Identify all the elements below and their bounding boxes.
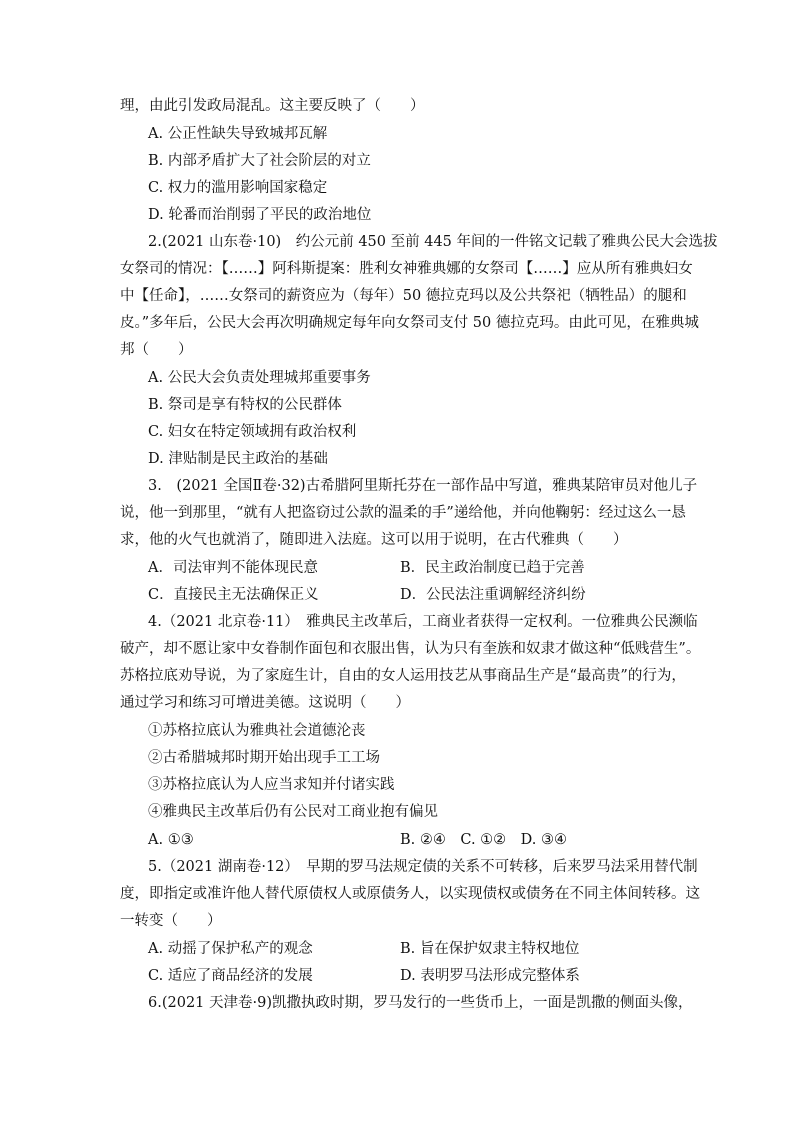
q1-option-c: C. 权力的滥用影响国家稳定 bbox=[148, 180, 328, 196]
q4-item-3: ③苏格拉底认为人应当求知并付诸实践 bbox=[148, 777, 395, 793]
q6-stem-line-1: 6.(2021 天津卷·9)凯撒执政时期，罗马发行的一些货币上，一面是凯撒的侧面头像， bbox=[148, 995, 693, 1011]
q3-option-a: A．司法审判不能体现民意 bbox=[148, 560, 318, 576]
q2-option-a: A. 公民大会负责处理城邦重要事务 bbox=[148, 370, 371, 386]
q2-stem-line-1: 2.(2021 山东卷·10) 约公元前 450 至前 445 年间的一件铭文记载了雅典公民大会选拔 bbox=[148, 234, 718, 250]
q3-stem-line-2: 说，他一到那里，“就有人把盗窃过公款的温柔的手”递给他，并向他鞠躬：经过这么一恳 bbox=[120, 505, 686, 521]
q2-option-c: C. 妇女在特定领域拥有政治权利 bbox=[148, 424, 357, 440]
q1-option-b: B. 内部矛盾扩大了社会阶层的对立 bbox=[148, 153, 371, 169]
q5-stem-line-3: 一转变（ ） bbox=[120, 913, 222, 929]
q3-option-d: D．公民法注重调解经济纠纷 bbox=[400, 587, 586, 603]
q4-stem-line-4: 通过学习和练习可增进美德。这说明（ ） bbox=[120, 695, 410, 711]
q2-option-d: D. 津贴制是民主政治的基础 bbox=[148, 451, 328, 467]
q3-stem-line-1: 3. (2021 全国Ⅱ卷·32)古希腊阿里斯托芬在一部作品中写道，雅典某陪审员对他儿子 bbox=[148, 478, 698, 494]
q4-item-4: ④雅典民主改革后仍有公民对工商业抱有偏见 bbox=[148, 804, 438, 820]
q2-stem-line-2: 女祭司的情况：【……】阿科斯提案：胜利女神雅典娜的女祭司【……】应从所有雅典妇女 bbox=[120, 261, 693, 277]
q2-stem-line-4: 皮。”多年后，公民大会再次明确规定每年向女祭司支付 50 德拉克玛。由此可见，在雅典城 bbox=[120, 315, 699, 331]
q4-stem-line-1: 4.（2021 北京卷·11） 雅典民主改革后，工商业者获得一定权利。一位雅典公民濒临 bbox=[148, 614, 698, 630]
q1-option-a: A. 公正性缺失导致城邦瓦解 bbox=[148, 126, 328, 142]
q4-stem-line-3: 苏格拉底劝导说，为了家庭生计，自由的女人运用技艺从事商品生产是“最高贵”的行为， bbox=[120, 668, 686, 684]
q4-item-1: ①苏格拉底认为雅典社会道德沦丧 bbox=[148, 723, 366, 739]
q4-option-a: A. ①③ bbox=[148, 832, 194, 848]
q3-option-c: C．直接民主无法确保正义 bbox=[148, 587, 319, 603]
q3-option-b: B．民主政治制度已趋于完善 bbox=[400, 560, 585, 576]
q1-option-d: D. 轮番而治削弱了平民的政治地位 bbox=[148, 207, 372, 223]
q3-stem-line-3: 求，他的火气也就消了，随即进入法庭。这可以用于说明，在古代雅典（ ） bbox=[120, 532, 628, 548]
q4-options-bcd: B. ②④ C. ①② D. ③④ bbox=[400, 832, 567, 848]
q4-item-2: ②古希腊城邦时期开始出现手工工场 bbox=[148, 750, 380, 766]
q2-option-b: B. 祭司是享有特权的公民群体 bbox=[148, 397, 342, 413]
q5-option-d: D. 表明罗马法形成完整体系 bbox=[400, 968, 580, 984]
q2-stem-line-5: 邦（ ） bbox=[120, 342, 193, 358]
q2-stem-line-3: 中【任命】，……女祭司的薪资应为（每年）50 德拉克玛以及公共祭祀（牺牲品）的腿和 bbox=[120, 288, 687, 304]
q5-option-a: A. 动摇了保护私产的观念 bbox=[148, 941, 313, 957]
q4-stem-line-2: 破产，却不愿让家中女眷制作面包和衣服出售，认为只有奎族和奴隶才做这种“低贱营生”。 bbox=[120, 641, 701, 657]
q5-stem-line-1: 5.（2021 湖南卷·12） 早期的罗马法规定债的关系不可转移，后来罗马法采用替代制 bbox=[148, 859, 698, 875]
q5-option-c: C. 适应了商品经济的发展 bbox=[148, 968, 313, 984]
q5-stem-line-2: 度，即指定或准许他人替代原债权人或原债务人，以实现债权或债务在不同主体间转移。这 bbox=[120, 886, 700, 902]
q1-stem-tail: 理，由此引发政局混乱。这主要反映了（ ） bbox=[120, 98, 425, 114]
q5-option-b: B. 旨在保护奴隶主特权地位 bbox=[400, 941, 580, 957]
